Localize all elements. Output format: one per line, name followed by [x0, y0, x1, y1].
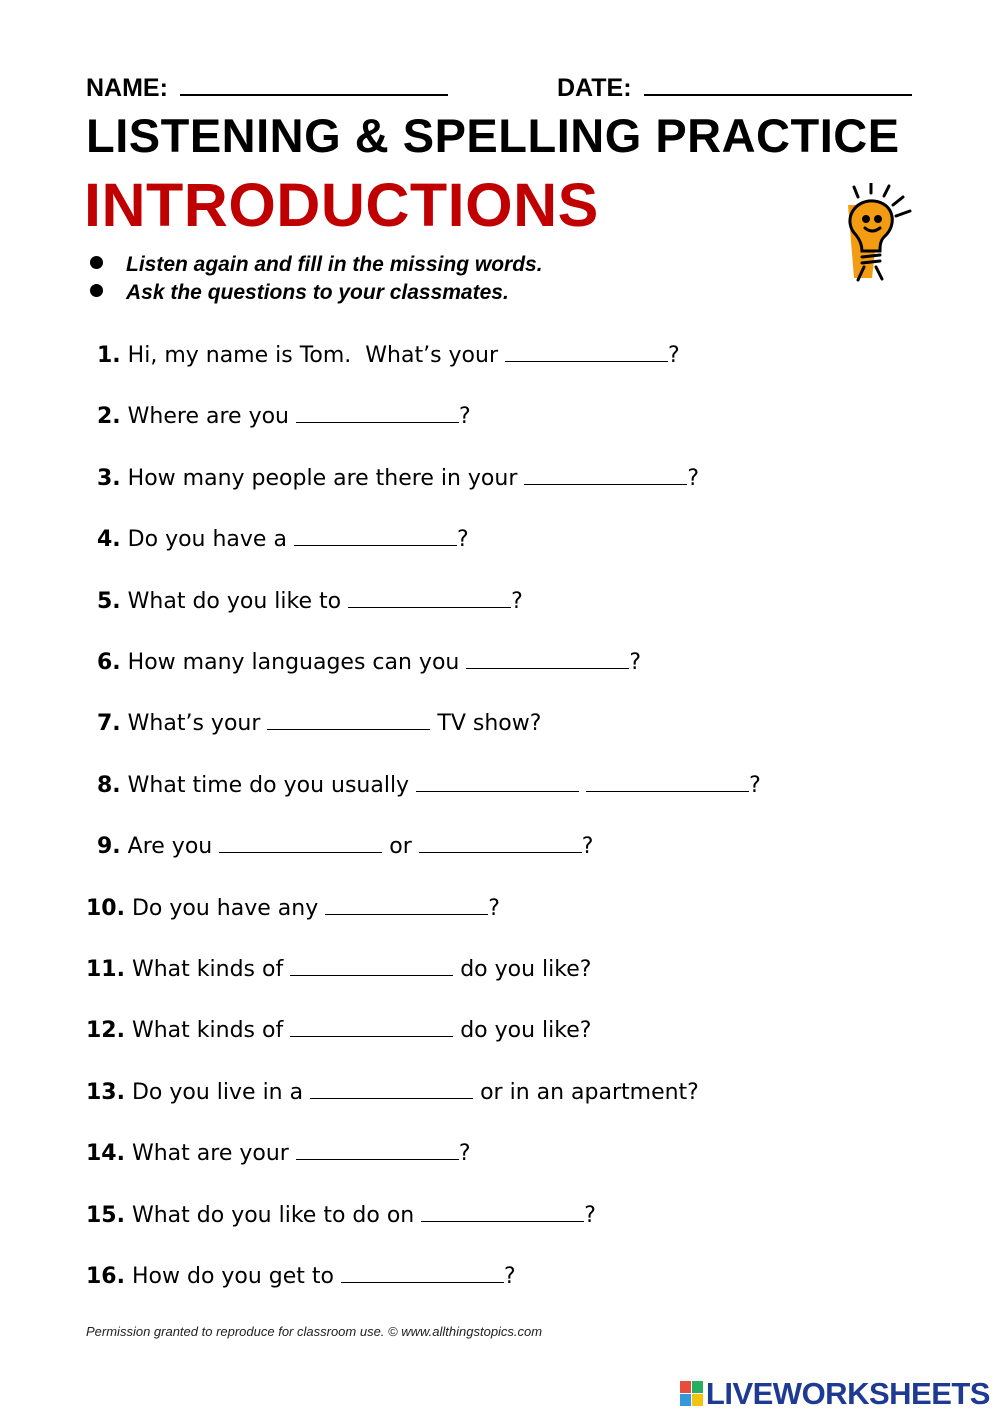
brand-name: LIVEWORKSHEETS: [705, 1376, 990, 1411]
question-row: [97, 589, 523, 614]
answer-blank[interactable]: [341, 1264, 504, 1283]
answer-blank[interactable]: [267, 711, 430, 730]
question-row: [97, 834, 593, 859]
date-label: DATE:: [557, 74, 632, 102]
name-row: [86, 72, 448, 103]
instruction-text: Listen again and fill in the missing words.: [126, 253, 543, 276]
answer-blank[interactable]: [466, 650, 629, 669]
question-row: [86, 1018, 591, 1043]
question-text: How do you get to: [131, 1264, 342, 1289]
question-number: 14.: [86, 1141, 125, 1166]
question-text: do you like?: [453, 957, 592, 982]
question-text: or: [382, 834, 419, 859]
question-row: [86, 896, 500, 921]
question-text: do you like?: [453, 1018, 592, 1043]
question-number: 15.: [86, 1203, 125, 1228]
question-row: [86, 957, 591, 982]
instruction-item: [90, 253, 543, 277]
question-text: What do you like to do on: [131, 1203, 422, 1228]
question-text: What do you like to: [127, 589, 349, 614]
brand-logo: [680, 1376, 990, 1412]
bullet-icon: [90, 256, 103, 269]
bullet-icon: [90, 284, 103, 297]
question-text: ?: [504, 1264, 516, 1289]
answer-blank[interactable]: [296, 1141, 459, 1160]
question-row: [97, 404, 471, 429]
question-row: [86, 1264, 516, 1289]
name-field[interactable]: [180, 72, 448, 96]
question-text: Do you live in a: [131, 1080, 311, 1105]
date-row: [557, 72, 912, 103]
page-title: LISTENING & SPELLING PRACTICE: [86, 109, 900, 162]
footer-permission: Permission granted to reproduce for classroom use. © www.allthingstopics.com: [86, 1324, 543, 1339]
lightbulb-icon: [840, 183, 920, 288]
answer-blank[interactable]: [296, 404, 459, 423]
question-number: 16.: [86, 1264, 125, 1289]
question-number: 4.: [97, 527, 121, 552]
question-text: ?: [458, 1141, 471, 1166]
answer-blank[interactable]: [524, 466, 687, 485]
question-row: [97, 343, 680, 368]
answer-blank[interactable]: [310, 1080, 473, 1099]
question-row: [86, 1141, 471, 1166]
question-number: 9.: [97, 834, 121, 859]
question-text: or in an apartment?: [473, 1080, 699, 1105]
answer-blank[interactable]: [325, 896, 488, 915]
question-number: 2.: [97, 404, 121, 429]
question-text: TV show?: [430, 711, 542, 736]
question-text: ?: [629, 650, 642, 675]
question-number: 8.: [97, 773, 121, 798]
question-number: 7.: [97, 711, 121, 736]
question-text: ?: [511, 589, 523, 614]
question-row: [97, 773, 761, 798]
question-text: ?: [749, 773, 761, 798]
question-number: 3.: [97, 466, 121, 491]
date-field[interactable]: [644, 72, 912, 96]
question-text: ?: [581, 834, 594, 859]
question-text: ?: [584, 1203, 596, 1228]
answer-blank[interactable]: [421, 1203, 584, 1222]
answer-blank[interactable]: [419, 834, 582, 853]
question-text: Do you have a: [127, 527, 294, 552]
question-text: ?: [458, 404, 471, 429]
question-row: [97, 527, 469, 552]
answer-blank[interactable]: [294, 527, 457, 546]
answer-blank[interactable]: [290, 957, 453, 976]
question-text: What are your: [131, 1141, 296, 1166]
question-row: [86, 1203, 596, 1228]
question-number: 10.: [86, 896, 125, 921]
question-number: 11.: [86, 957, 125, 982]
question-number: 13.: [86, 1080, 125, 1105]
question-text: Are you: [127, 834, 220, 859]
question-row: [97, 711, 541, 736]
question-text: ?: [456, 527, 469, 552]
liveworksheets-logo-icon: [680, 1381, 704, 1407]
question-text: What kinds of: [131, 1018, 291, 1043]
question-row: [97, 466, 699, 491]
instruction-item: [90, 281, 509, 305]
answer-blank[interactable]: [505, 343, 668, 362]
question-row: [97, 650, 641, 675]
question-text: How many people are there in your: [127, 466, 525, 491]
question-number: 6.: [97, 650, 121, 675]
question-text: Do you have any: [131, 896, 326, 921]
answer-blank[interactable]: [586, 773, 749, 792]
page-subtitle: INTRODUCTIONS: [84, 171, 599, 239]
question-text: ?: [668, 343, 680, 368]
question-text: What time do you usually: [127, 773, 417, 798]
question-number: 5.: [97, 589, 121, 614]
answer-blank[interactable]: [219, 834, 382, 853]
answer-blank[interactable]: [416, 773, 579, 792]
answer-blank[interactable]: [348, 589, 511, 608]
answer-blank[interactable]: [290, 1018, 453, 1037]
question-row: [86, 1080, 699, 1105]
question-text: Hi, my name is Tom. What’s your: [127, 343, 505, 368]
name-label: NAME:: [86, 74, 168, 102]
question-text: Where are you: [127, 404, 296, 429]
instruction-text: Ask the questions to your classmates.: [126, 281, 509, 304]
question-text: [579, 773, 586, 798]
question-text: ?: [687, 466, 700, 491]
question-text: What kinds of: [131, 957, 291, 982]
question-number: 1.: [97, 343, 121, 368]
question-text: What’s your: [127, 711, 268, 736]
question-text: ?: [488, 896, 500, 921]
question-text: How many languages can you: [127, 650, 467, 675]
question-number: 12.: [86, 1018, 125, 1043]
